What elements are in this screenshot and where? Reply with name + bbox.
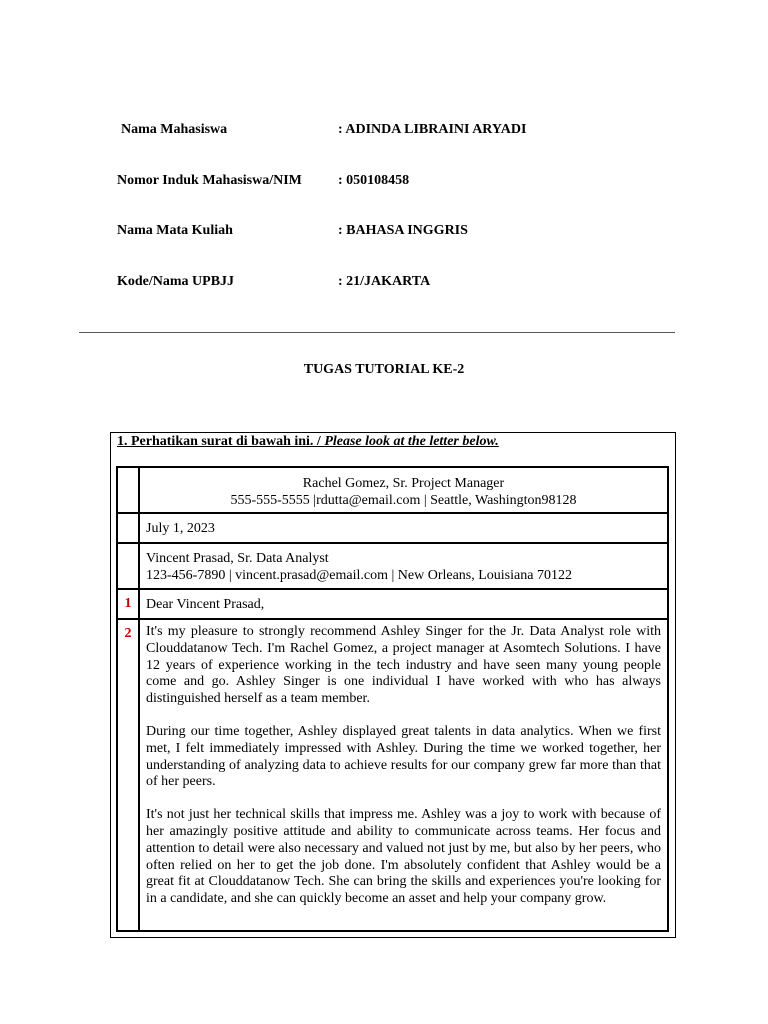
- info-row-student-name: [0, 122, 768, 142]
- body-number: 2: [124, 626, 132, 641]
- row-number-cell: [117, 543, 139, 589]
- salutation-cell: [139, 589, 668, 619]
- sender-contact: 555-555-5555 |rdutta@email.com | Seattle, Washington98128: [230, 493, 577, 508]
- course-name-value: : BAHASA INGGRIS: [338, 223, 468, 238]
- sender-name: Rachel Gomez, Sr. Project Manager: [302, 476, 505, 491]
- student-id-value: : 050108458: [338, 173, 410, 188]
- letter-date: July 1, 2023: [146, 521, 215, 536]
- sender-cell: [139, 467, 668, 513]
- student-id-label: Nomor Induk Mahasiswa/NIM: [117, 173, 302, 188]
- date-cell: [139, 513, 668, 543]
- table-row-recipient: [117, 543, 668, 589]
- upbjj-label: Kode/Nama UPBJJ: [117, 274, 235, 289]
- student-name-label: Nama Mahasiswa: [121, 122, 228, 137]
- row-number-cell: [117, 589, 139, 619]
- recipient-name: Vincent Prasad, Sr. Data Analyst: [146, 551, 329, 566]
- row-number-cell: [117, 513, 139, 543]
- student-name-value: : ADINDA LIBRAINI ARYADI: [338, 122, 527, 137]
- info-row-upbjj: [0, 274, 768, 294]
- question-label-italic: Please look at the letter below.: [324, 434, 499, 449]
- body-cell: [139, 619, 668, 931]
- row-number-cell: [117, 467, 139, 513]
- table-row-date: [117, 513, 668, 543]
- course-name-label: Nama Mata Kuliah: [117, 223, 233, 238]
- salutation: Dear Vincent Prasad,: [146, 597, 265, 612]
- table-row-salutation: [117, 589, 668, 619]
- body-paragraph: During our time together, Ashley displayed great talents in data analytics. When we first met, I felt immediately impressed with Ashley. During the time we worked together, her understanding of analyzing data to achieve results for our company grew far more than that of her peers.: [146, 723, 661, 790]
- task-title: TUGAS TUTORIAL KE-2: [303, 362, 465, 377]
- table-row-sender: [117, 467, 668, 513]
- question-label: 1. Perhatikan surat di bawah ini. /: [117, 434, 325, 449]
- recipient-cell: [139, 543, 668, 589]
- info-row-student-id: [0, 173, 768, 193]
- salutation-number: 1: [124, 596, 132, 611]
- upbjj-value: : 21/JAKARTA: [338, 274, 431, 289]
- question-text: [117, 434, 499, 450]
- recipient-contact: 123-456-7890 | vincent.prasad@email.com | New Orleans, Louisiana 70122: [146, 568, 572, 583]
- horizontal-divider: [79, 332, 675, 333]
- row-number-cell: [117, 619, 139, 931]
- body-paragraph: It's my pleasure to strongly recommend Ashley Singer for the Jr. Data Analyst role with Clouddatanow Tech. I'm Rachel Gomez, a project manager at Asomtech Solutions. I have 12 years of experience working in the tech industry and have seen many young people come and go. Ashley Singer is one individual I have worked with who has always distinguished herself as a team member.: [146, 624, 661, 707]
- info-row-course-name: [0, 223, 768, 243]
- letter-table: [116, 466, 669, 932]
- body-paragraph: It's not just her technical skills that impress me. Ashley was a joy to work with because of her amazingly positive attitude and ability to communicate across teams. Her focus and attention to detail were also necessary and valued not just by me, but also by her peers, who often relied on her to get the job done. I'm absolutely confident that Ashley would be a great fit at Clouddatanow Tech. She can bring the skills and experiences you're looking for in a candidate, and she can quickly become an asset and help your company grow.: [146, 807, 661, 907]
- table-row-body: [117, 619, 668, 931]
